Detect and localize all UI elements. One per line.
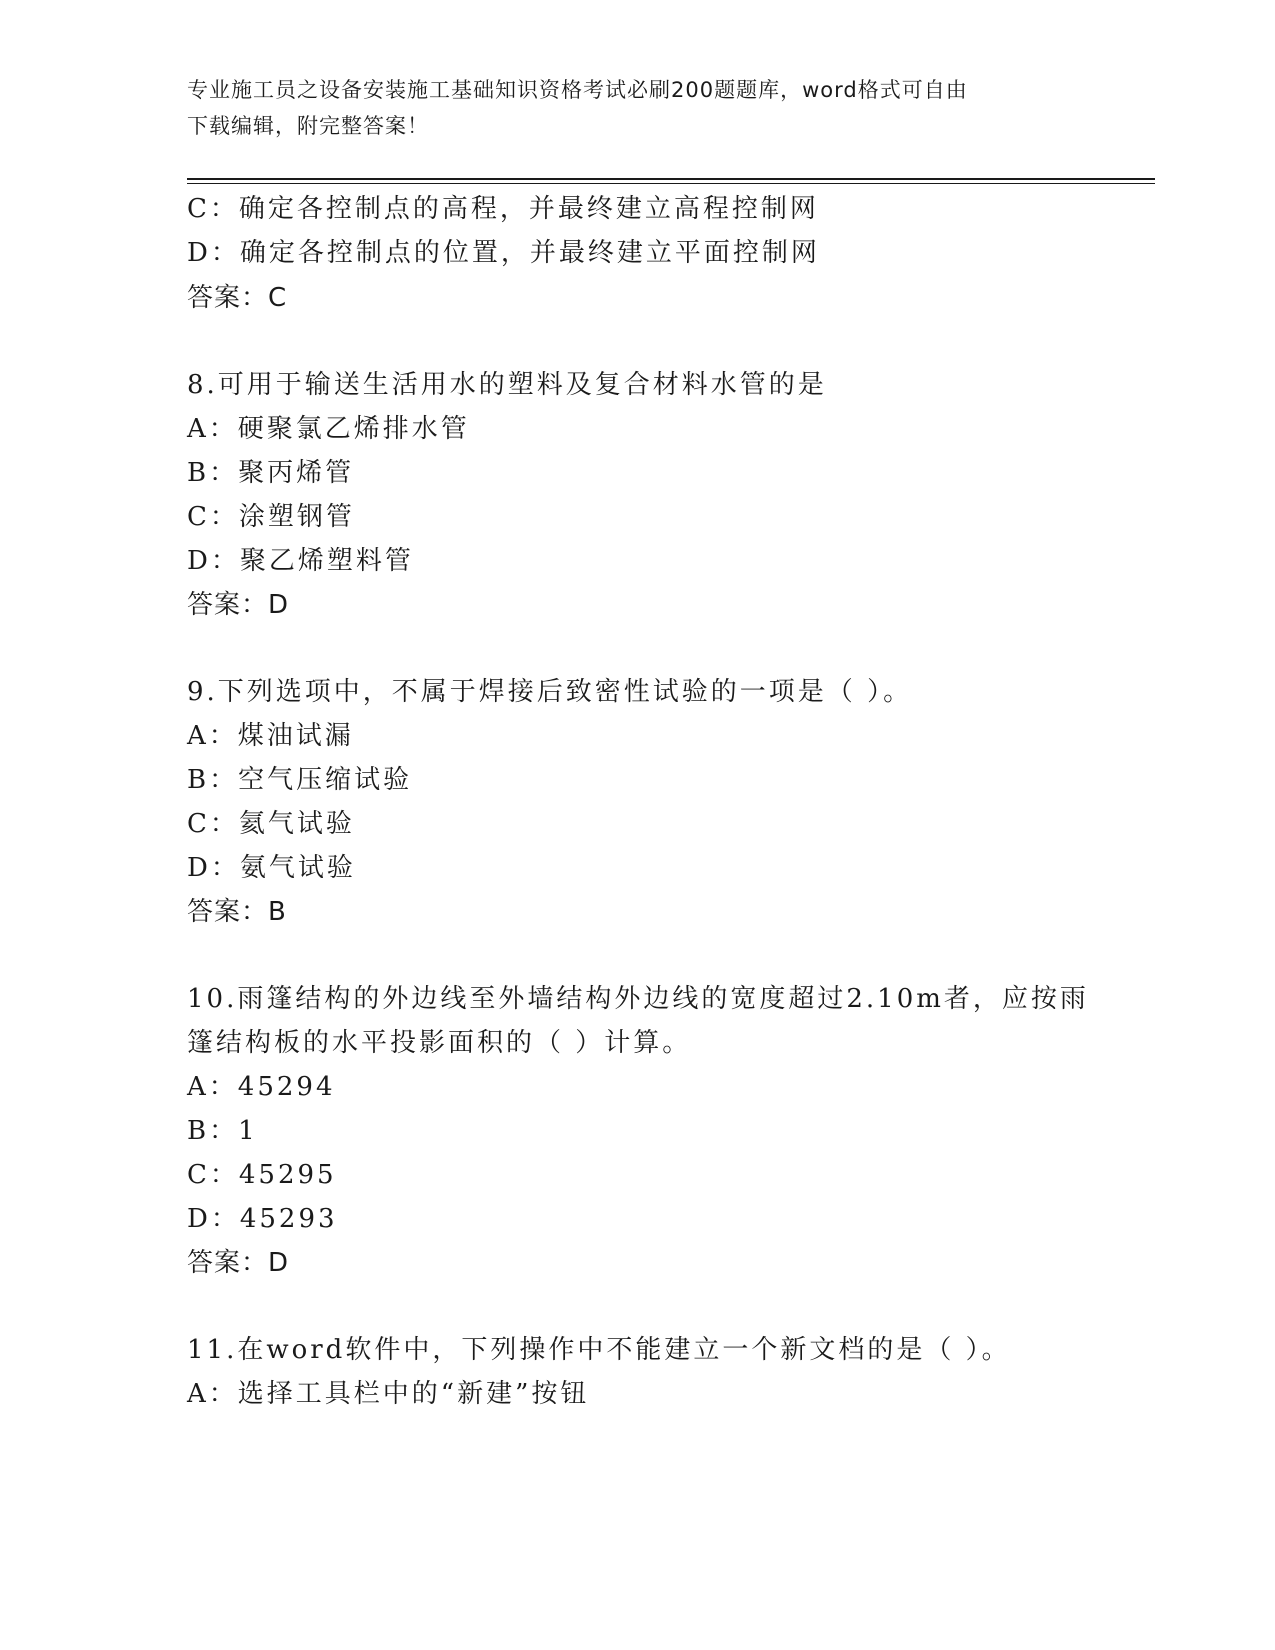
q8-option-c: C：涂塑钢管 (187, 502, 355, 532)
q10-question-line-1: 10.雨篷结构的外边线至外墙结构外边线的宽度超过2.10m者，应按雨 (187, 984, 1089, 1014)
q11-question: 11.在word软件中，下列操作中不能建立一个新文档的是（ ）。 (187, 1335, 1011, 1365)
q10-option-d: D：45293 (187, 1204, 338, 1234)
q9-question: 9.下列选项中，不属于焊接后致密性试验的一项是（ ）。 (187, 677, 913, 707)
header-line-2: 下载编辑，附完整答案！ (187, 114, 429, 138)
q11-option-a: A：选择工具栏中的“新建”按钮 (187, 1379, 590, 1409)
q7-answer: 答案：C (187, 283, 288, 313)
q9-option-c: C：氦气试验 (187, 809, 355, 839)
q10-answer: 答案：D (187, 1248, 290, 1278)
q8-question: 8.可用于输送生活用水的塑料及复合材料水管的是 (187, 370, 827, 400)
q8-option-d: D：聚乙烯塑料管 (187, 546, 414, 576)
document-header (187, 72, 1067, 144)
q9-option-a: A：煤油试漏 (187, 721, 354, 751)
q10-option-c: C：45295 (187, 1160, 337, 1190)
q7-option-c: C：确定各控制点的高程，并最终建立高程控制网 (187, 194, 819, 224)
q10-option-b: B：1 (187, 1116, 258, 1146)
header-divider-thick (187, 178, 1155, 180)
q10-question-line-2: 篷结构板的水平投影面积的（ ）计算。 (187, 1028, 692, 1058)
q9-answer: 答案：B (187, 897, 287, 927)
header-divider-thin (187, 183, 1155, 184)
q8-option-b: B：聚丙烯管 (187, 458, 355, 488)
q9-option-b: B：空气压缩试验 (187, 765, 413, 795)
q8-answer: 答案：D (187, 590, 290, 620)
q7-option-d: D：确定各控制点的位置，并最终建立平面控制网 (187, 238, 820, 268)
q9-option-d: D：氨气试验 (187, 853, 356, 883)
q10-option-a: A：45294 (187, 1072, 336, 1102)
q8-option-a: A：硬聚氯乙烯排水管 (187, 414, 470, 444)
header-line-1: 专业施工员之设备安装施工基础知识资格考试必刷200题题库，word格式可自由 (187, 78, 968, 102)
